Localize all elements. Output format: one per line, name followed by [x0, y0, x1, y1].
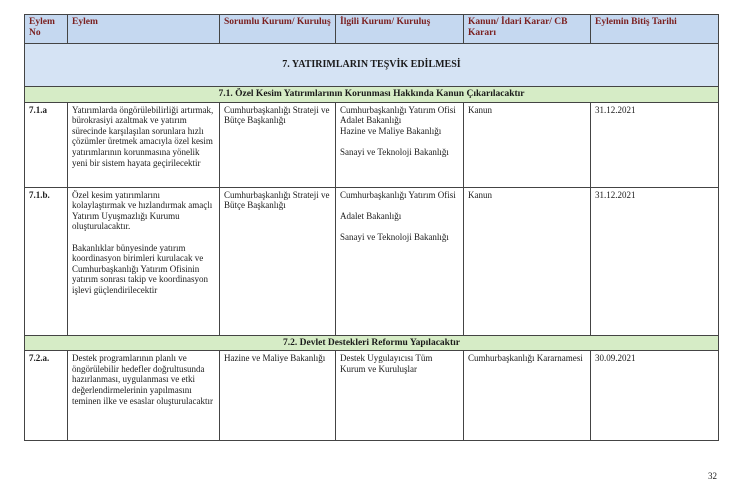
action-text: Destek programlarının planlı ve öngörülebilir hedefler doğrultusunda hazırlanması, uygulanması ve etki değerlendirmelerinin yapılmasını teminen ilke ve esaslar oluşturulacaktır	[68, 351, 220, 441]
related-institution: Destek Uygulayıcısı Tüm Kurum ve Kuruluşlar	[336, 351, 464, 441]
header-action: Eylem	[68, 15, 220, 44]
action-text	[68, 187, 220, 335]
table-header-row	[25, 15, 719, 44]
law-type: Kanun	[464, 187, 591, 335]
end-date: 31.12.2021	[591, 102, 719, 187]
action-paragraph: Özel kesim yatırımlarını kolaylaştırmak ve hızlandırmak amaçlı Yatırım Uyuşmazlığı Kurumu oluşturulacaktır.	[72, 189, 213, 232]
section-row	[25, 44, 719, 87]
header-responsible: Sorumlu Kurum/ Kuruluş	[220, 15, 336, 44]
subsection-title: 7.2. Devlet Destekleri Reformu Yapılacaktır	[25, 335, 719, 351]
related-institution: Cumhurbaşkanlığı Yatırım Ofisi	[340, 189, 456, 200]
document-page	[24, 14, 718, 441]
related-institutions	[336, 187, 464, 335]
header-law: Kanun/ İdari Karar/ CB Kararı	[464, 15, 591, 44]
table-row	[25, 102, 719, 187]
header-end-date: Eylemin Bitiş Tarihi	[591, 15, 719, 44]
related-institution: Adalet Bakanlığı	[340, 115, 402, 126]
action-text: Yatırımlarda öngörülebilirliği artırmak, bürokrasiyi azaltmak ve yatırım sürecinde karşılaşılan sorunlara hızlı çözümler üretmek amacıyla özel kesim yatırımlarının korunmasına yönelik yeni bir sistem hayata geçirilecektir	[68, 102, 220, 187]
subsection-row	[25, 87, 719, 103]
section-title: 7. YATIRIMLARIN TEŞVİK EDİLMESİ	[25, 44, 719, 87]
action-no: 7.1.a	[25, 102, 68, 187]
related-institution: Sanayi ve Teknoloji Bakanlığı	[340, 146, 449, 157]
related-institution: Adalet Bakanlığı	[340, 210, 402, 221]
end-date: 30.09.2021	[591, 351, 719, 441]
responsible-institution: Hazine ve Maliye Bakanlığı	[220, 351, 336, 441]
action-no: 7.1.b.	[25, 187, 68, 335]
related-institution: Cumhurbaşkanlığı Yatırım Ofisi	[340, 104, 456, 115]
action-paragraph: Bakanlıklar bünyesinde yatırım koordinasyon birimleri kurulacak ve Cumhurbaşkanlığı Yatırım Ofisinin yatırım sonrası takip ve koordinasyon işlevi güçlendirilecektir	[72, 242, 208, 295]
responsible-institution: Cumhurbaşkanlığı Strateji ve Bütçe Başkanlığı	[220, 102, 336, 187]
table-row	[25, 351, 719, 441]
action-no: 7.2.a.	[25, 351, 68, 441]
law-type: Kanun	[464, 102, 591, 187]
subsection-title: 7.1. Özel Kesim Yatırımlarının Korunması Hakkında Kanun Çıkarılacaktır	[25, 87, 719, 103]
end-date: 31.12.2021	[591, 187, 719, 335]
page-number: 32	[708, 471, 717, 481]
related-institution: Sanayi ve Teknoloji Bakanlığı	[340, 231, 449, 242]
responsible-institution: Cumhurbaşkanlığı Strateji ve Bütçe Başkanlığı	[220, 187, 336, 335]
action-plan-table	[24, 14, 719, 441]
header-related: İlgili Kurum/ Kuruluş	[336, 15, 464, 44]
header-action-no: Eylem No	[25, 15, 68, 44]
law-type: Cumhurbaşkanlığı Kararnamesi	[464, 351, 591, 441]
related-institutions	[336, 102, 464, 187]
table-row	[25, 187, 719, 335]
related-institution: Hazine ve Maliye Bakanlığı	[340, 125, 442, 136]
subsection-row	[25, 335, 719, 351]
